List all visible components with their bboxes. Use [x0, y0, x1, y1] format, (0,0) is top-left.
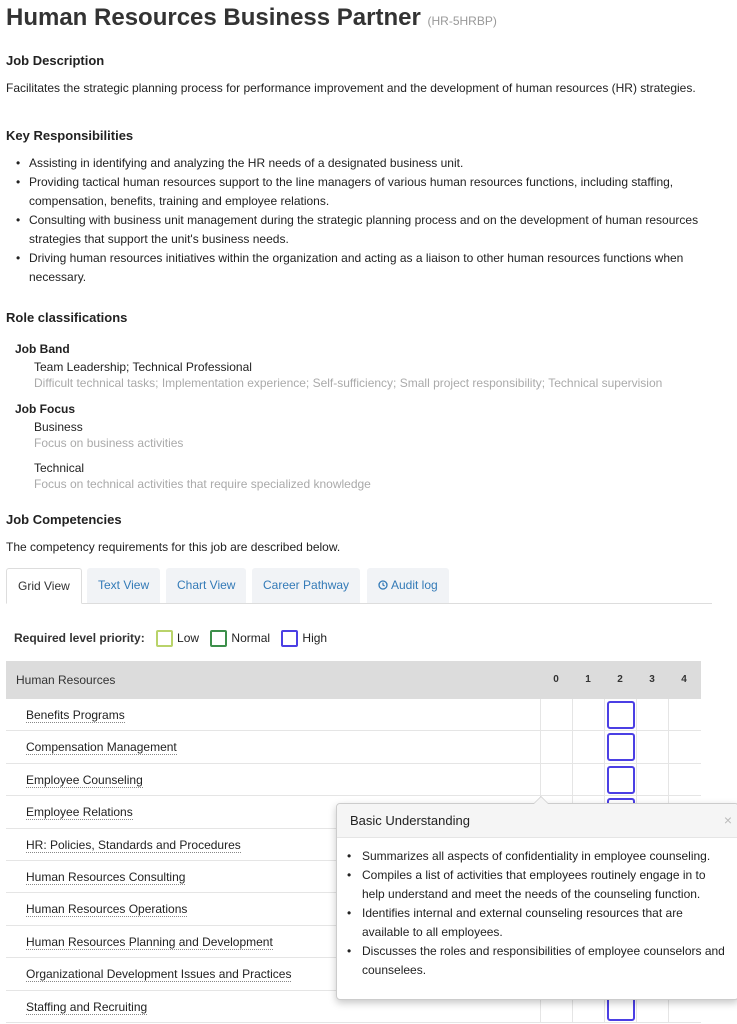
level-cell[interactable]: [604, 764, 636, 795]
priority-legend: [14, 627, 327, 649]
job-focus-business: Business: [34, 420, 83, 434]
tab-text-view[interactable]: [87, 568, 160, 603]
close-icon[interactable]: ×: [723, 812, 732, 828]
level-cell[interactable]: [572, 699, 604, 730]
page-title-text: Human Resources Business Partner: [6, 4, 421, 31]
legend-swatch-normal: [210, 630, 227, 647]
tab-label: Grid View: [18, 579, 70, 593]
competency-name-text: Employee Relations: [26, 805, 133, 820]
competency-name[interactable]: [26, 893, 187, 925]
competency-name[interactable]: [26, 764, 143, 796]
job-code: (HR-5HRBP): [427, 14, 497, 28]
view-tabs: [6, 568, 712, 604]
job-band-description: Difficult technical tasks; Implementation experience; Self-sufficiency; Small project responsibility; Technical supervision: [34, 376, 663, 390]
competency-name-text: Human Resources Planning and Development: [26, 934, 273, 949]
competency-name-text: Organizational Development Issues and Practices: [26, 967, 292, 982]
tab-label: Chart View: [177, 578, 236, 592]
level-header: 4: [681, 674, 687, 685]
level-cell[interactable]: [636, 699, 668, 730]
level-cell[interactable]: [572, 764, 604, 795]
legend-low-label: Low: [177, 631, 200, 645]
competency-name[interactable]: [26, 861, 185, 893]
competency-name[interactable]: [26, 699, 125, 731]
required-level-box[interactable]: [607, 701, 635, 729]
competency-name-text: Benefits Programs: [26, 708, 125, 722]
tab-chart-view[interactable]: [166, 568, 246, 603]
competency-name-text: Staffing and Recruiting: [26, 999, 148, 1014]
responsibility-item: • Assisting in identifying and analyzing the HR needs of a designated business unit.: [6, 154, 718, 173]
tab-label: Audit log: [391, 578, 438, 592]
tab-label: Career Pathway: [263, 578, 350, 592]
competency-name-text: HR: Policies, Standards and Procedures: [26, 837, 241, 852]
popover-arrow: [533, 796, 549, 804]
popover-item: • Identifies internal and external counseling resources that are available to all employees.: [346, 904, 731, 942]
competency-name-text: Human Resources Operations: [26, 902, 188, 917]
competency-row: [6, 764, 701, 796]
level-cell[interactable]: [636, 731, 668, 762]
responsibilities-list: [6, 154, 718, 287]
job-band-value: Team Leadership; Technical Professional: [34, 360, 252, 374]
popover-header: [337, 804, 737, 838]
level-cell[interactable]: [636, 764, 668, 795]
job-focus-business-description: Focus on business activities: [34, 436, 184, 450]
role-classifications-heading: Role classifications: [6, 310, 128, 325]
level-cell[interactable]: [572, 731, 604, 762]
competency-name[interactable]: [26, 829, 241, 861]
popover-item: • Compiles a list of activities that employees routinely engage in to help understand and meet the needs of the counseling function.: [346, 866, 731, 904]
legend-high-label: High: [302, 631, 328, 645]
popover-title: Basic Understanding: [350, 813, 470, 828]
job-description-text: Facilitates the strategic planning process for performance improvement and the development of human resources (HR) strategies.: [6, 81, 696, 95]
competency-name[interactable]: [26, 731, 177, 763]
competency-name-text: Employee Counseling: [26, 772, 143, 787]
level-header: 0: [553, 674, 559, 685]
required-level-box[interactable]: [607, 733, 635, 761]
level-cell[interactable]: [540, 699, 572, 730]
grid-header: [6, 661, 701, 699]
level-header: 2: [617, 674, 623, 685]
legend-swatch-low: [156, 630, 173, 647]
tab-grid-view[interactable]: [6, 568, 82, 604]
job-focus-technical: Technical: [34, 461, 85, 475]
competency-name[interactable]: [26, 958, 291, 990]
clock-icon: [378, 578, 391, 592]
level-header: 1: [585, 674, 591, 685]
popover-item: • Summarizes all aspects of confidentiality in employee counseling.: [346, 847, 731, 866]
tab-audit-log[interactable]: [367, 568, 449, 603]
popover-list: [346, 847, 731, 980]
level-cell[interactable]: [540, 731, 572, 762]
competency-name[interactable]: [26, 991, 147, 1023]
competency-name[interactable]: [26, 796, 133, 828]
legend-swatch-high: [281, 630, 298, 647]
tab-label: Text View: [98, 578, 150, 592]
level-cell[interactable]: [604, 699, 636, 730]
competency-row: [6, 699, 701, 731]
required-level-box[interactable]: [607, 766, 635, 794]
job-focus-technical-description: Focus on technical activities that require specialized knowledge: [34, 477, 371, 491]
responsibility-item: • Consulting with business unit management during the strategic planning process and on the development of human resources strategies that support the unit's business needs.: [6, 211, 718, 249]
job-focus-label: Job Focus: [15, 402, 76, 416]
level-cell[interactable]: [604, 731, 636, 762]
tab-career-pathway[interactable]: [252, 568, 360, 603]
level-cell[interactable]: [668, 731, 700, 762]
competency-name-text: Compensation Management: [26, 740, 177, 755]
popover-item: • Discusses the roles and responsibilities of employee counselors and counselees.: [346, 942, 731, 980]
level-popover: [336, 803, 737, 1000]
competency-row: [6, 731, 701, 763]
legend-normal-label: Normal: [231, 631, 271, 645]
job-band-label: Job Band: [15, 342, 70, 356]
level-cell[interactable]: [540, 764, 572, 795]
competency-name-text: Human Resources Consulting: [26, 870, 186, 884]
job-description-heading: Job Description: [6, 53, 105, 68]
responsibility-item: • Providing tactical human resources support to the line managers of various human resources functions, including staffing, compensation, benefits, training and employee relations.: [6, 173, 718, 211]
job-competencies-intro: The competency requirements for this job are described below.: [6, 540, 341, 554]
level-cell[interactable]: [668, 699, 700, 730]
key-responsibilities-heading: Key Responsibilities: [6, 128, 134, 143]
grid-category: Human Resources: [16, 673, 116, 687]
competency-name[interactable]: [26, 926, 273, 958]
level-header: 3: [649, 674, 655, 685]
responsibility-item: • Driving human resources initiatives within the organization and acting as a liaison to other human resources functions when necessary.: [6, 249, 718, 287]
job-competencies-heading: Job Competencies: [6, 512, 122, 527]
legend-label: Required level priority:: [14, 631, 145, 645]
page-title: [6, 0, 497, 39]
level-cell[interactable]: [668, 764, 700, 795]
